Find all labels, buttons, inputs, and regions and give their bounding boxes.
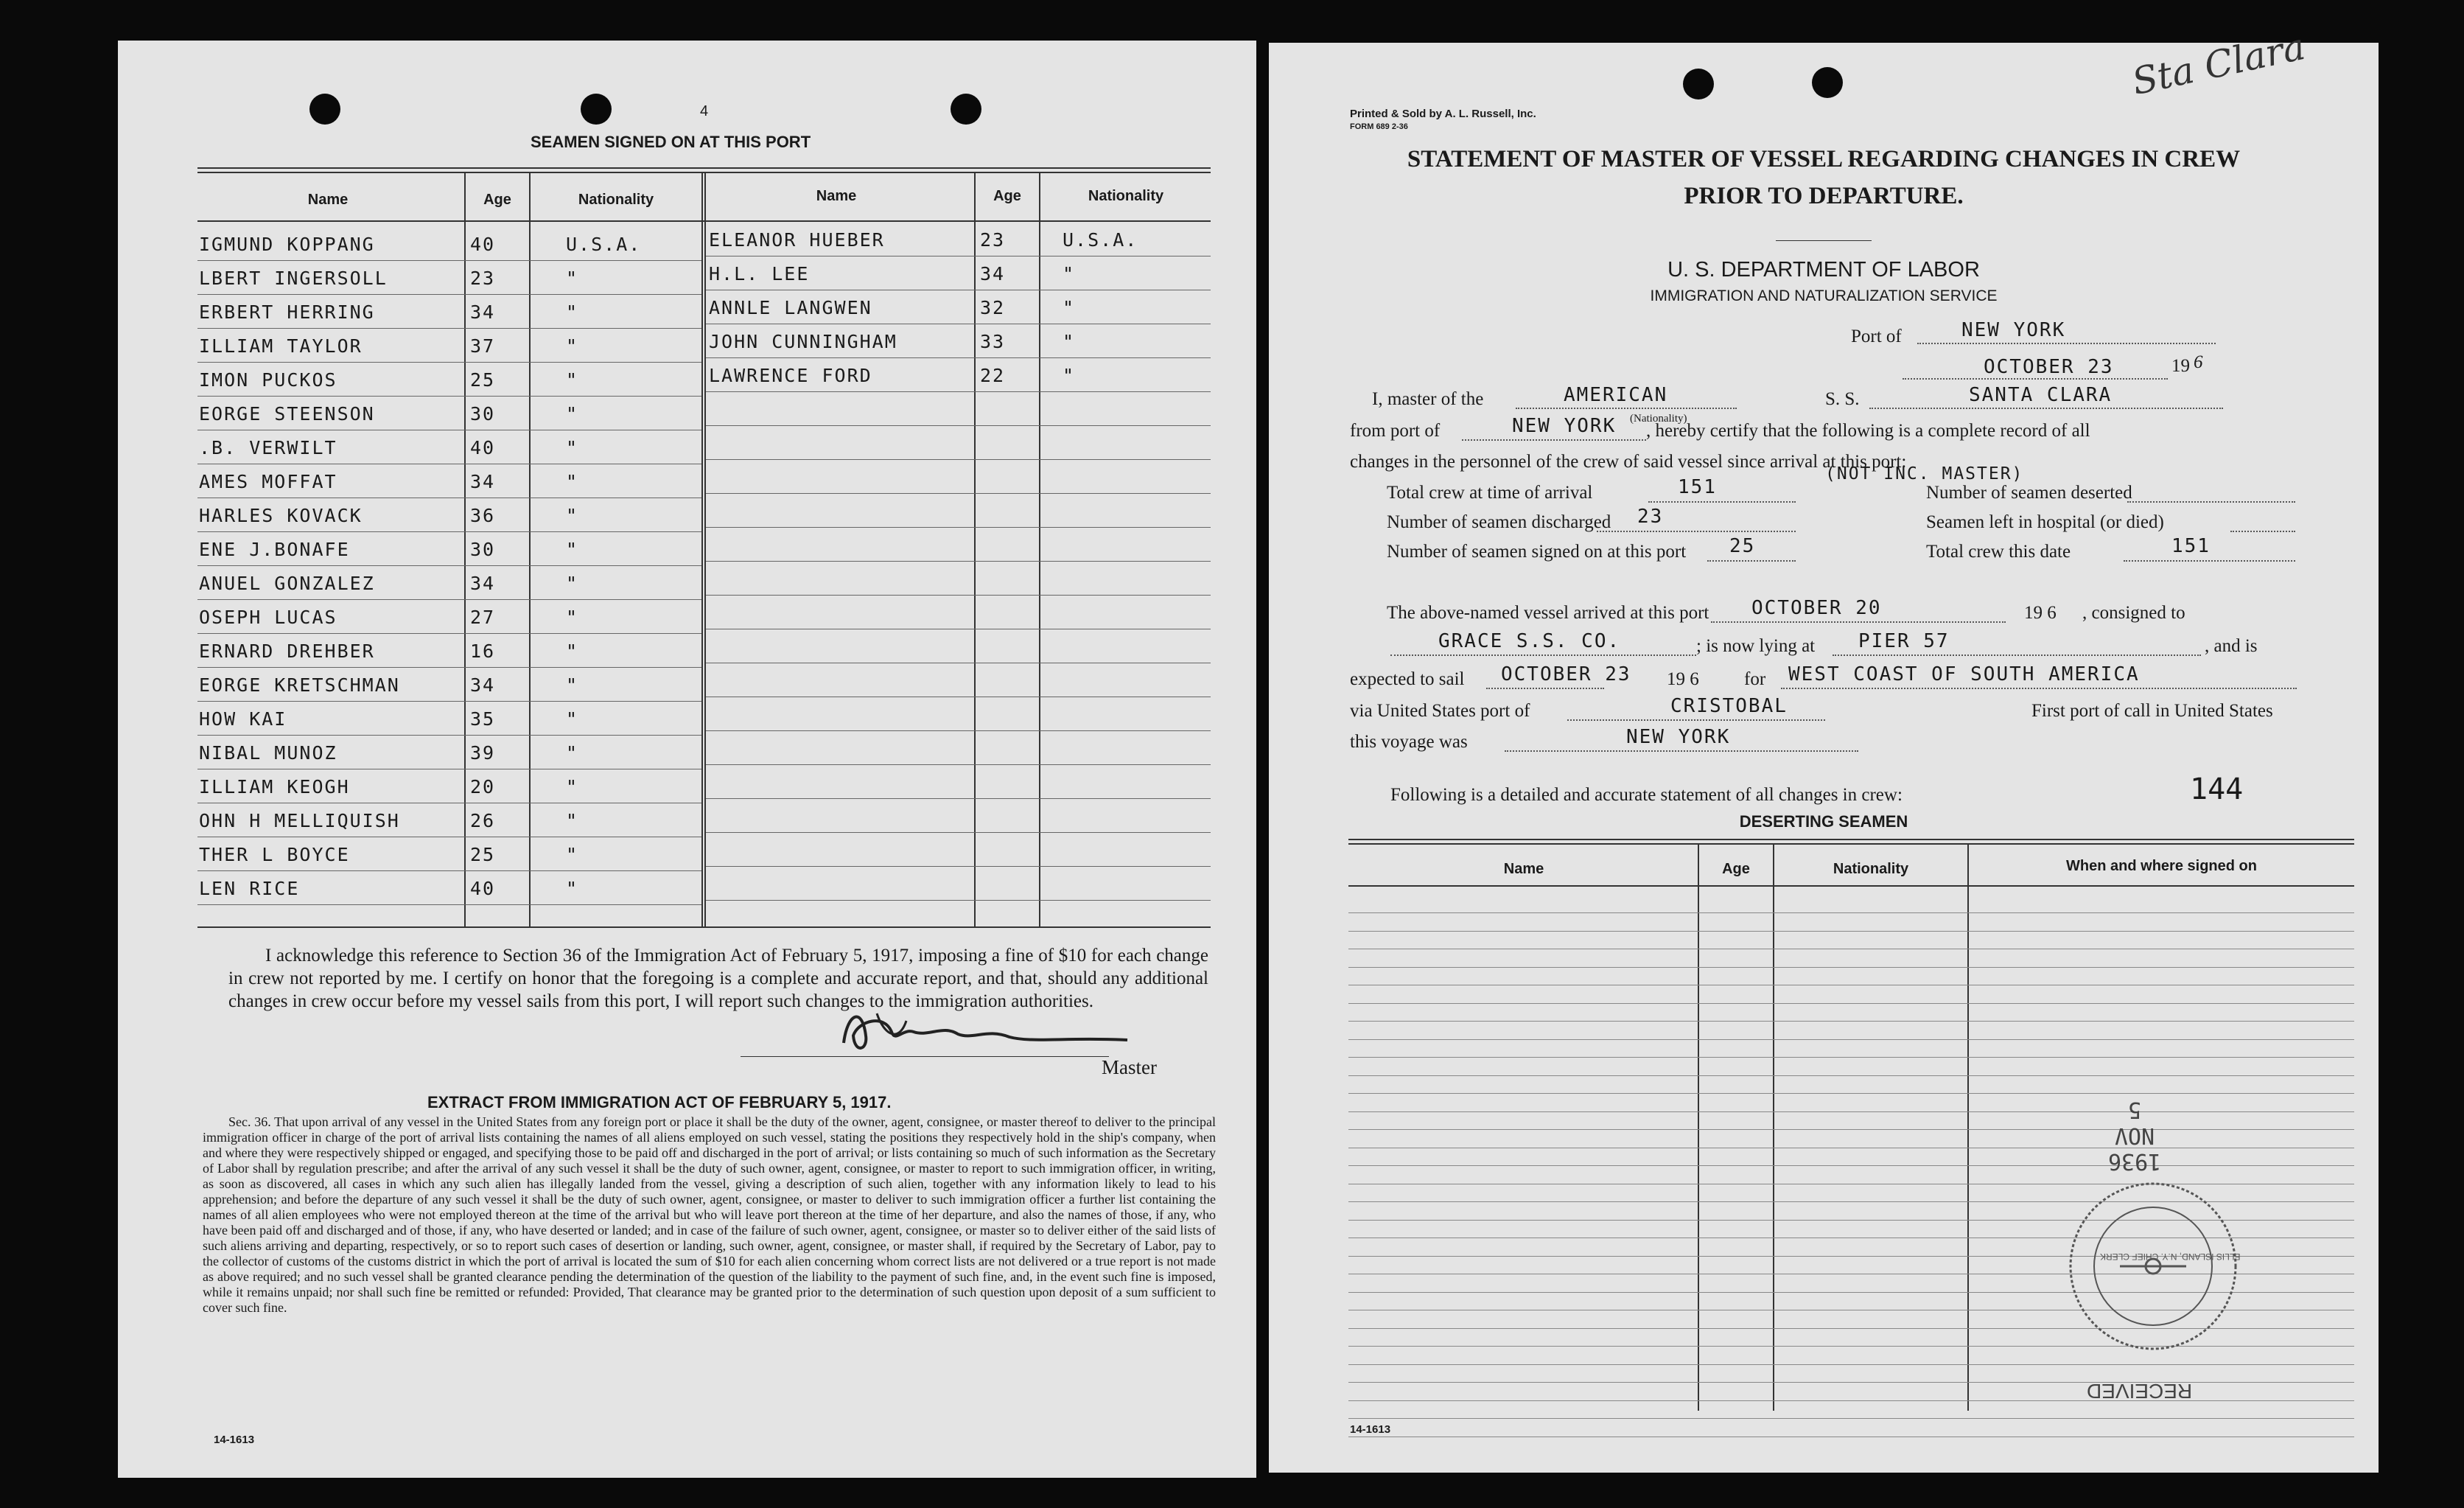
seaman-nationality: "	[566, 573, 579, 594]
printer-line: Printed & Sold by A. L. Russell, Inc.	[1350, 108, 1536, 120]
column-divider	[704, 173, 706, 926]
column-divider	[701, 173, 703, 926]
seaman-name: ANUEL GONZALEZ	[199, 573, 375, 594]
seaman-nationality: "	[566, 301, 579, 323]
deserting-header-nationality: Nationality	[1833, 861, 1909, 877]
deserting-row-rule	[1348, 1382, 2354, 1383]
deserting-row-rule	[1348, 1093, 2354, 1094]
stamp-ring-text: ELLIS ISLAND, N.Y. CHIEF CLERK	[2100, 1252, 2241, 1262]
seaman-age: 30	[470, 403, 496, 425]
deserting-row-rule	[1348, 1400, 2354, 1401]
punch-hole	[581, 94, 612, 125]
via-label: via United States port of	[1350, 701, 1530, 721]
extract-text: Sec. 36. That upon arrival of any vessel in the United States from any foreign port or place it shall be the duty of the owner, agent, consignee, or master thereof to deliver to the principal immigration officer in charge of the port of arrival lists containing the names of all aliens employed on such vessel, stating the positions they respectively hold in the ship's company, when and where they were respectively shipped or engaged, and specifying those to be paid off and discharged in the port of arrival; or lists containing so much of such information as the Secretary of Labor shall by regulation prescribe; and after the arrival of any such vessel it shall be the duty of such owner, agent, consignee, or master to report to such immigration officer, in writing, as soon as discovered, all cases in which any such alien has illegally landed from the vessel, giving a description of such alien, together with any information likely to lead to his apprehension; and before the departure of any such vessel it shall be the duty of such owner, agent, consignee, or master to deliver to such immigration officer a further list containing the names of all alien employees who were not employed thereon at the time of the arrival but who will leave port thereon at the time of her departure, and also the names of those, if any, who have been paid off and discharged and of those, if any, who have deserted or landed; and in case of the failure of such owner, agent, consignee, or master so to deliver either of the said lists of such aliens arriving and departing, respectively, or so to report such cases of desertion or landing, such owner, agent, consignee, or master shall, if required by the Secretary of Labor, pay to the collector of customs of the customs district in which the port of arrival is located the sum of $10 for each alien concerning whom correct lists are not delivered or a true report is not made as above required; and no such vessel shall be granted clearance pending the determination of the question of the liability to the payment of such fine, and, in the event such fine is imposed, while it remains unpaid; nor shall such fine be remitted or refunded: Provided, That clearance may be granted prior to the determination of such question upon deposit of a sum sufficient to cover such fine.	[203, 1114, 1216, 1315]
seaman-nationality: "	[566, 844, 579, 865]
stamp-date: 1936	[2107, 1148, 2162, 1174]
seaman-nationality: "	[566, 607, 579, 628]
row-rule	[197, 633, 701, 634]
discharged-line	[1597, 531, 1796, 532]
row-rule	[706, 391, 1211, 392]
seaman-age: 39	[470, 742, 496, 764]
port-of-line	[1917, 343, 2216, 344]
seaman-age: 35	[470, 708, 496, 730]
row-rule	[706, 900, 1211, 901]
row-rule	[706, 425, 1211, 426]
row-rule	[706, 764, 1211, 765]
deserting-title: DESERTING SEAMEN	[1739, 812, 1908, 831]
discharged-label: Number of seamen discharged	[1387, 512, 1611, 532]
signed-on-line	[1707, 560, 1796, 562]
seaman-age: 34	[470, 674, 496, 696]
seaman-age: 26	[470, 810, 496, 831]
deserting-row-rule	[1348, 1003, 2354, 1004]
ss-label: S. S.	[1825, 389, 1860, 409]
seaman-age: 34	[980, 263, 1006, 285]
right-page	[1269, 24, 2379, 1473]
seaman-nationality: "	[1063, 365, 1076, 386]
header-nationality: Nationality	[578, 192, 654, 208]
arrived-year: 19 6	[2024, 603, 2057, 623]
header-name: Name	[307, 192, 349, 208]
form-code: FORM 689 2-36	[1350, 122, 1408, 131]
seaman-name: EORGE STEENSON	[199, 403, 375, 425]
punch-hole	[1812, 67, 1843, 98]
port-of-label: Port of	[1851, 327, 1902, 346]
table-top-rule	[197, 167, 1211, 169]
seaman-age: 23	[980, 229, 1006, 251]
deserted-label: Number of seamen deserted	[1926, 483, 2132, 503]
total-crew-arrival-line	[1648, 501, 1796, 503]
consignee-line	[1390, 654, 1696, 656]
seaman-name: LBERT INGERSOLL	[199, 268, 388, 289]
header-age: Age	[993, 188, 1021, 204]
row-rule	[197, 735, 701, 736]
seaman-nationality: "	[566, 708, 579, 730]
seaman-age: 34	[470, 471, 496, 492]
seaman-nationality: "	[566, 776, 579, 797]
seaman-age: 22	[980, 365, 1006, 386]
seaman-name: OHN H MELLIQUISH	[199, 810, 400, 831]
seaman-age: 27	[470, 607, 496, 628]
total-crew-date-line	[2124, 560, 2295, 562]
expected-label: expected to sail	[1350, 669, 1465, 689]
header-name: Name	[816, 188, 857, 204]
seaman-nationality: "	[566, 505, 579, 526]
for-line	[1781, 688, 2297, 689]
row-rule	[197, 362, 701, 363]
for-value: WEST COAST OF SOUTH AMERICA	[1788, 663, 2140, 685]
from-port-line	[1462, 439, 1646, 441]
master-of-label: I, master of the	[1372, 389, 1484, 409]
header-age: Age	[483, 192, 511, 208]
expected-line	[1486, 688, 1604, 689]
deserting-header-rule	[1348, 885, 2354, 887]
deserting-row-rule	[1348, 1039, 2354, 1040]
expected-value: OCTOBER 23	[1501, 663, 1631, 685]
department-name: U. S. DEPARTMENT OF LABOR	[1667, 258, 1980, 282]
seaman-nationality: "	[1063, 297, 1076, 318]
from-port-label: from port of	[1350, 421, 1441, 441]
not-inc-master: (NOT INC. MASTER)	[1825, 464, 2024, 484]
seaman-name: ANNLE LANGWEN	[709, 297, 872, 318]
seaman-nationality: "	[566, 810, 579, 831]
service-name: IMMIGRATION AND NATURALIZATION SERVICE	[1650, 287, 1998, 304]
row-rule	[706, 527, 1211, 528]
seaman-age: 23	[470, 268, 496, 289]
seaman-name: H.L. LEE	[709, 263, 810, 285]
via-line	[1567, 719, 1825, 721]
following-label: Following is a detailed and accurate statement of all changes in crew:	[1390, 785, 1903, 805]
year-value: 6	[2194, 352, 2203, 372]
seaman-name: LAWRENCE FORD	[709, 365, 872, 386]
total-crew-date-label: Total crew this date	[1926, 542, 2071, 562]
seaman-nationality: "	[566, 539, 579, 560]
row-rule	[706, 493, 1211, 494]
row-rule	[197, 870, 701, 871]
punch-hole	[309, 94, 340, 125]
changes-text: changes in the personnel of the crew of said vessel since arrival at this port:	[1350, 452, 1907, 472]
handwritten-note: Sta Clara	[2128, 24, 2309, 104]
deserting-row-rule	[1348, 1057, 2354, 1058]
seaman-age: 30	[470, 539, 496, 560]
seaman-nationality: "	[566, 878, 579, 899]
arrived-value: OCTOBER 20	[1751, 597, 1882, 619]
seaman-age: 32	[980, 297, 1006, 318]
seaman-nationality: "	[566, 403, 579, 425]
seaman-name: AMES MOFFAT	[199, 471, 337, 492]
acknowledgment-text: I acknowledge this reference to Section 36 of the Immigration Act of February 5, 1917, imposing a fine of $10 for each change in crew not reported by me. I certify on honor that the foregoing is a complete and accurate report, and that, should any additional changes in crew occur before my vessel sails from this port, I will report such changes to the immigration authorities.	[228, 946, 1208, 1011]
seaman-name: OSEPH LUCAS	[199, 607, 337, 628]
seaman-nationality: "	[566, 640, 579, 662]
seaman-age: 16	[470, 640, 496, 662]
deserting-row-rule	[1348, 1364, 2354, 1365]
hospital-label: Seamen left in hospital (or died)	[1926, 512, 2164, 532]
seaman-nationality: "	[566, 437, 579, 458]
seaman-name: EORGE KRETSCHMAN	[199, 674, 400, 696]
row-rule	[197, 294, 701, 295]
seaman-age: 25	[470, 369, 496, 391]
port-of-value: NEW YORK	[1961, 319, 2066, 341]
seaman-name: ILLIAM KEOGH	[199, 776, 350, 797]
row-rule	[706, 459, 1211, 460]
first-port-label: First port of call in United States	[2031, 701, 2273, 721]
column-divider	[1698, 843, 1699, 1411]
seaman-nationality: "	[566, 471, 579, 492]
seaman-age: 25	[470, 844, 496, 865]
signed-on-value: 25	[1729, 535, 1756, 557]
seaman-name: NIBAL MUNOZ	[199, 742, 337, 764]
row-rule	[197, 667, 701, 668]
seaman-age: 40	[470, 878, 496, 899]
seaman-name: IMON PUCKOS	[199, 369, 337, 391]
seaman-name: HARLES KOVACK	[199, 505, 363, 526]
seaman-age: 36	[470, 505, 496, 526]
seaman-name: IGMUND KOPPANG	[199, 234, 375, 255]
lying-line	[1833, 654, 2201, 656]
nationality-value: AMERICAN	[1564, 384, 1668, 406]
row-rule	[197, 701, 701, 702]
row-rule	[197, 565, 701, 566]
seaman-age: 37	[470, 335, 496, 357]
received-text: RECEIVED	[2087, 1380, 2193, 1403]
seaman-age: 33	[980, 331, 1006, 352]
deserting-top-rule	[1348, 843, 2354, 845]
left-page	[118, 41, 1256, 1478]
seaman-age: 34	[470, 573, 496, 594]
date-line	[1903, 378, 2168, 380]
row-rule	[197, 260, 701, 261]
seaman-age: 40	[470, 234, 496, 255]
row-rule	[197, 396, 701, 397]
seaman-nationality: "	[566, 268, 579, 289]
deserting-header-signed-on: When and where signed on	[2066, 858, 2257, 874]
seaman-nationality: "	[566, 369, 579, 391]
seaman-nationality: "	[566, 335, 579, 357]
column-divider	[464, 173, 466, 926]
lying-value: PIER 57	[1858, 630, 1950, 652]
vessel-name: SANTA CLARA	[1969, 384, 2113, 406]
seaman-name: JOHN CUNNINGHAM	[709, 331, 897, 352]
seaman-name: ERBERT HERRING	[199, 301, 375, 323]
ss-line	[1869, 408, 2223, 409]
form-title: STATEMENT OF MASTER OF VESSEL REGARDING CHANGES IN CREW	[1407, 146, 2241, 172]
punch-hole	[951, 94, 981, 125]
deserting-row-rule	[1348, 1075, 2354, 1076]
received-stamp	[2050, 1097, 2219, 1174]
seaman-age: 20	[470, 776, 496, 797]
total-crew-arrival-value: 151	[1678, 476, 1717, 498]
row-rule	[706, 357, 1211, 358]
column-divider	[1967, 843, 1969, 1411]
total-crew-date-value: 151	[2171, 535, 2211, 557]
punch-hole	[1683, 69, 1714, 100]
column-divider	[1773, 843, 1774, 1411]
deserting-top-rule	[1348, 839, 2354, 840]
row-rule	[197, 904, 701, 905]
table-bottom-rule	[197, 926, 1211, 928]
divider	[1776, 240, 1872, 241]
seaman-name: HOW KAI	[199, 708, 287, 730]
row-rule	[706, 798, 1211, 799]
expected-year: 19 6	[1667, 669, 1699, 689]
stamp-seal	[2065, 1178, 2241, 1355]
signed-on-label: Number of seamen signed on at this port	[1387, 542, 1687, 562]
seaman-nationality: U.S.A.	[566, 234, 642, 255]
seaman-age: 34	[470, 301, 496, 323]
nationality-note: (Nationality)	[1630, 413, 1687, 425]
consignee-value: GRACE S.S. CO.	[1438, 630, 1621, 652]
extract-title: EXTRACT FROM IMMIGRATION ACT OF FEBRUARY 5, 1917.	[427, 1093, 892, 1111]
form-subtitle: PRIOR TO DEPARTURE.	[1684, 183, 1964, 209]
seaman-nationality: "	[1063, 331, 1076, 352]
deserting-header-age: Age	[1722, 861, 1750, 877]
seaman-name: LEN RICE	[199, 878, 300, 899]
seaman-age: 40	[470, 437, 496, 458]
seaman-nationality: "	[566, 674, 579, 696]
master-of-line	[1516, 408, 1737, 409]
seaman-nationality: "	[1063, 263, 1076, 285]
page-number: 4	[700, 103, 709, 119]
seaman-name: ENE J.BONAFE	[199, 539, 350, 560]
via-value: CRISTOBAL	[1670, 695, 1788, 717]
column-divider	[1039, 173, 1040, 926]
row-rule	[706, 730, 1211, 731]
seaman-name: ELEANOR HUEBER	[709, 229, 885, 251]
row-rule	[706, 595, 1211, 596]
seamen-signed-title: SEAMEN SIGNED ON AT THIS PORT	[531, 133, 811, 151]
seaman-nationality: U.S.A.	[1063, 229, 1138, 251]
row-rule	[706, 561, 1211, 562]
seaman-name: .B. VERWILT	[199, 437, 337, 458]
deserting-header-name: Name	[1503, 861, 1544, 877]
row-rule	[197, 599, 701, 600]
hospital-line	[2230, 531, 2295, 532]
row-rule	[197, 328, 701, 329]
voyage-label: this voyage was	[1350, 732, 1468, 752]
header-nationality: Nationality	[1088, 188, 1164, 204]
seaman-name: ERNARD DREHBER	[199, 640, 375, 662]
total-crew-arrival-label: Total crew at time of arrival	[1387, 483, 1593, 503]
discharged-value: 23	[1637, 506, 1664, 528]
deserting-row-rule	[1348, 931, 2354, 932]
form-number: 14-1613	[214, 1434, 255, 1446]
for-label: for	[1744, 669, 1766, 689]
lying-label: ; is now lying at	[1696, 636, 1816, 656]
arrived-line	[1711, 621, 2006, 623]
certify-text: , hereby certify that the following is a complete record of all	[1646, 421, 2090, 441]
year-prefix: 19	[2171, 356, 2190, 376]
master-label: Master	[1102, 1056, 1157, 1078]
from-port-value: NEW YORK	[1512, 415, 1617, 437]
date-value: OCTOBER 23	[1984, 356, 2114, 378]
row-rule	[706, 866, 1211, 867]
and-is: , and is	[2205, 636, 2258, 656]
arrived-label: The above-named vessel arrived at this port	[1387, 603, 1709, 623]
column-divider	[529, 173, 531, 926]
deserting-row-rule	[1348, 1021, 2354, 1022]
row-rule	[197, 531, 701, 532]
deserting-row-rule	[1348, 912, 2354, 913]
deserting-row-rule	[1348, 967, 2354, 968]
stamp-month: NOV	[2114, 1123, 2155, 1148]
deserting-row-rule	[1348, 1418, 2354, 1419]
seaman-name: ILLIAM TAYLOR	[199, 335, 363, 357]
deserted-line	[2127, 501, 2295, 503]
form-number: 14-1613	[1350, 1423, 1391, 1436]
seaman-nationality: "	[566, 742, 579, 764]
changes-number: 144	[2190, 772, 2244, 806]
stamp-day: 5	[2127, 1097, 2142, 1123]
row-rule	[706, 832, 1211, 833]
consigned-label: , consigned to	[2082, 603, 2185, 623]
column-divider	[974, 173, 976, 926]
seaman-name: THER L BOYCE	[199, 844, 350, 865]
voyage-line	[1505, 750, 1858, 752]
voyage-value: NEW YORK	[1626, 726, 1731, 748]
master-signature	[833, 991, 1142, 1065]
